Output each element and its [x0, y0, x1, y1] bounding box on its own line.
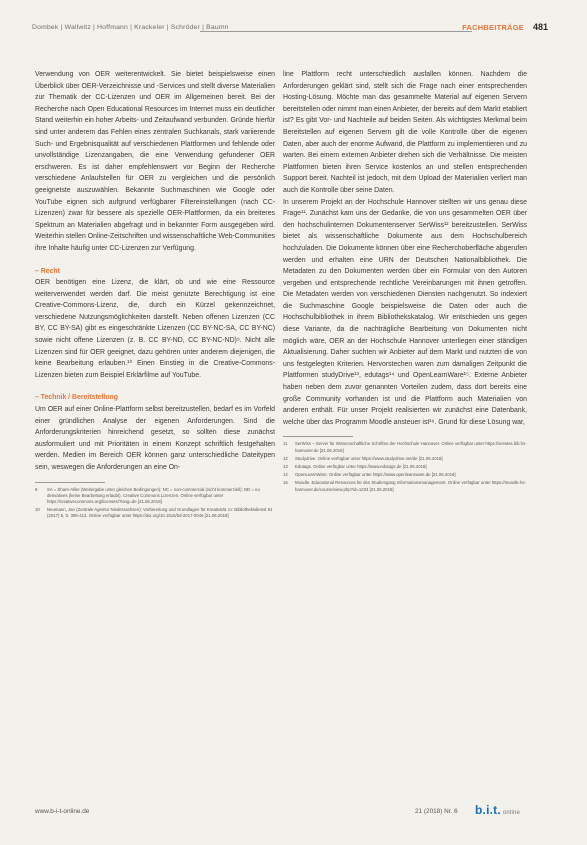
bit-online-logo	[475, 803, 520, 817]
footnote-text: Edutags. Online verfügbar unter https://www.edutags.de [21.06.2018]	[295, 464, 427, 470]
footnote-text: Studydrive. Online verfügbar unter https://www.studydrive.net/de [21.06.2018]	[295, 455, 443, 461]
footnote-divider	[283, 436, 353, 437]
footnotes-left	[35, 487, 275, 520]
footnote-text: Moodle. Educational Resources für den Studiengang Informationsmanagement. Online verfügbar unter https://moodle.hs-hannover.de/course/view.php?id=1234 [21.06.2018]	[295, 480, 526, 492]
logo-sub: online	[502, 810, 521, 816]
body-paragraph: In unserem Projekt an der Hochschule Hannover stellten wir uns genau diese Frage¹¹. Zunächst kam uns der Gedanke, die von uns gesammelten OER über den hochschulinternen Dokumentenserver SerWiss¹² bereitzustellen. SerWiss bietet als wissenschaftliche Dokumente aus dem Hochschulbereich hochzuladen. Die Dokumente können über eine Recherchoberfläche abgerufen werden und erhalten eine URN der Deutschen Nationalbibliothek. Die Metadaten zu den Dokumenten werden über ein Formular von den Autoren vergeben und entsprechende rechtliche Vereinbarungen mit ihnen getroffen. Die Metadaten werden von verschiedenen Diensten nachgenutzt. So indexiert die Suchmaschine Google beispielsweise die Daten oder auch die Hochschulbibliothek in ihrem Bibliothekskatalog. Wir entschieden uns gegen diese Variante, da die nachträgliche Bearbeitung von Dokumenten nicht möglich wäre, OER an der Hochschule Hannover unterliegen einer ständigen Aktualisierung. Daher suchten wir Anbieter auf dem Markt und nutzten die von uns festgelegten Kriterien. Hervorstechen waren zum damaligen Zeitpunkt die Plattformen studyDrive¹³, edutags¹⁴ und OpenLearnWare¹⁵. Externe Anbieter haben neben dem zuvor genannten Vorteilen zudem, dass dort bereits eine große Community vorhanden ist und die Plattform auch Materialien von anderen enthält. Für unser Projekt realisierten wir zunächst eine Datenbank, welche über das Programm Moodle ansteuer ist¹⁶. Grund für diese Lösung war,	[283, 198, 527, 426]
footnote	[283, 441, 527, 453]
footer-issue: 21 (2018) Nr. 6	[415, 808, 458, 815]
footnote-number: 10	[35, 507, 40, 513]
footnote-divider	[35, 482, 105, 483]
body-paragraph: OER benötigen eine Lizenz, die klärt, ob und wie eine Ressource weiterverwendet werden darf. Die meist genutzte Berechtigung ist eine Creative-Commons-Lizenz, die, durch ein Kürzel gekennzeichnet, verschiedene Nutzungsmöglichkeiten darstellt. Neben offenen Lizenzen (CC BY, CC BY-SA) gibt es eingeschränkte Lizenzen (CC BY-NC-SA, CC BY-NC) sowie nicht offene Lizenzen (z. B. CC BY-ND, CC BY-NC-ND)⁹. Nicht alle Lizenzen sind für OER geeignet, dazu gehören unter anderem diejenigen, die keine Bearbeitung erlauben.¹⁰ Einen Einstieg in die Creative-Commons-Lizenzen bieten zum Beispiel Erklärfilme auf YouTube.	[35, 279, 275, 379]
left-column	[35, 69, 275, 522]
section-heading-technik: – Technik / Bereitstellung	[35, 394, 118, 402]
logo-main: b.i.t.	[475, 803, 501, 817]
running-header	[32, 22, 560, 36]
section-heading-recht: – Recht	[35, 267, 60, 275]
footnote-text: SA = Share-Alike (Weitergabe unter gleichen Bedingungen); NC = non-commercial (nicht kommerziell); ND = no derivatives (keine Bearbeitung erlaubt). Creative Commons Lizenzen. Online verfügbar unter https://creativecommons.org/licenses/?lang=de [21.06.2018]	[47, 486, 260, 504]
footnote	[35, 487, 275, 506]
footnote-text: SerWiss – Server für Wissenschaftliche Schriften der Hochschule Hannover. Online verfügbar unter https://serwiss.bib.hs-hannover.de [21.06.2018]	[295, 441, 527, 453]
footnote	[283, 480, 527, 492]
page-number: 481	[532, 22, 548, 32]
footnote-text: OpenLearnWare. Online verfügbar unter https://www.openlearnware.de [21.06.2018]	[295, 472, 456, 478]
footnote-text: Neumann, Jan (Zentrale Agentur Niedersachsen): Vorbereitung und Grundlagen für Kreativität. In: Bibliotheksdienst 51 (2017) 5, S. 395-413. Online verfügbar unter https://doi.org/10.1515/bd-2017-0046 [21.06.2018]	[47, 507, 273, 519]
right-column	[283, 69, 527, 495]
body-paragraph: Um OER auf einer Online-Plattform selbst bereitzustellen, bedarf es im Vorfeld einer gründlichen Analyse der eigenen Anforderungen. Sind die Anforderungskriterien hinreichend gesetzt, so sollten diese zunächst ausformuliert und mit Prioritäten in einem Konzept schriftlich festgehalten werden. Medien im Bereich OER können ganz unterschiedliche Dateitypen sein, weswegen die Anforderungen an eine On-	[35, 406, 275, 471]
footnote-number: 13	[283, 464, 288, 470]
header-authors: Dombek | Wallwitz | Hoffmann | Krackeler | Schröder | Baumn	[32, 24, 229, 31]
footnote-number: 15	[283, 480, 288, 486]
header-rule	[200, 31, 472, 32]
footnote-number: 9	[35, 486, 38, 492]
body-paragraph: line Plattform recht unterschiedlich ausfallen können. Nachdem die Anforderungen geklärt sind, stellt sich die Frage nach einer entsprechenden Hosting-Lösung. Möchte man das gesammelte Material auf eigenen Servern bereitstellen oder nimmt man einen Anbieter, der bereits auf dem Markt etabliert ist? Es gibt Vor- und Nachteile auf beiden Seiten. Als wichtigstes Merkmal beim Bereitstellen auf eigenen Servern gilt die volle Kontrolle über die eigenen Daten, aber auch der enorme Aufwand, die Plattform zu implementieren und zu warten. Bei einem externen Anbieter drehen sich die Verhältnisse. Die meisten Plattformen bieten ihren Service kostenlos an und stellen entsprechenden Support bereit. Nachteil ist jedoch, mit dem Upload der Materialien verliert man auch die Kontrolle über seine Daten.	[283, 71, 527, 194]
footnote-number: 11	[283, 441, 288, 447]
footnote	[283, 464, 527, 470]
footer-url[interactable]: www.b-i-t-online.de	[35, 808, 90, 815]
footnotes-right	[283, 441, 527, 492]
footnote-number: 14	[283, 472, 288, 478]
header-section: FACHBEITRÄGE	[462, 23, 524, 32]
footnote	[35, 507, 275, 519]
body-paragraph: Verwendung von OER weiterentwickelt. Sie bietet beispielsweise einen Überblick über OER-Verzeichnisse und -Services und stellt diverse Materialien zur Thematik der CC-Lizenzen und OER im Allgemeinen bereit. Bei der Recherche nach Open Educational Resources im Internet muss ein deutlicher Stand weiterhin ein hoher Arbeits- und Zeitaufwand verbunden. Gründe hierfür sind unter anderem das Fehlen eines zentralen Suchkanals, stark variierende Such- und Ergebnisqualität auf verschiedenen Plattformen und fehlende oder unvollständige Lizenzangaben, die eine Verwendung gefundener OER erschweren. Es ist daher empfehlenswert vor Beginn der Recherche verschiedene Anlaufstellen für OER zu vergleichen und die persönlich geeignetste auszuwählen. Bekannte Suchmaschinen wie Google oder YouTube eignen sich aufgrund verfügbarer Filtereinstellungen (nach CC-Lizenzen) zwar für bessere als spezielle OER-Plattformen, da ein breiteres Spektrum an Materialien abgefragt und in bekannter Form ausgegeben wird. Weiterhin stellen Online-Zeitschriften und wissenschaftliche Web-Communities ihre Inhalte häufig unter CC-Lizenzen zur Verfügung.	[35, 71, 275, 252]
footnote	[283, 472, 527, 478]
footnote-number: 12	[283, 455, 288, 461]
footnote	[283, 456, 527, 462]
